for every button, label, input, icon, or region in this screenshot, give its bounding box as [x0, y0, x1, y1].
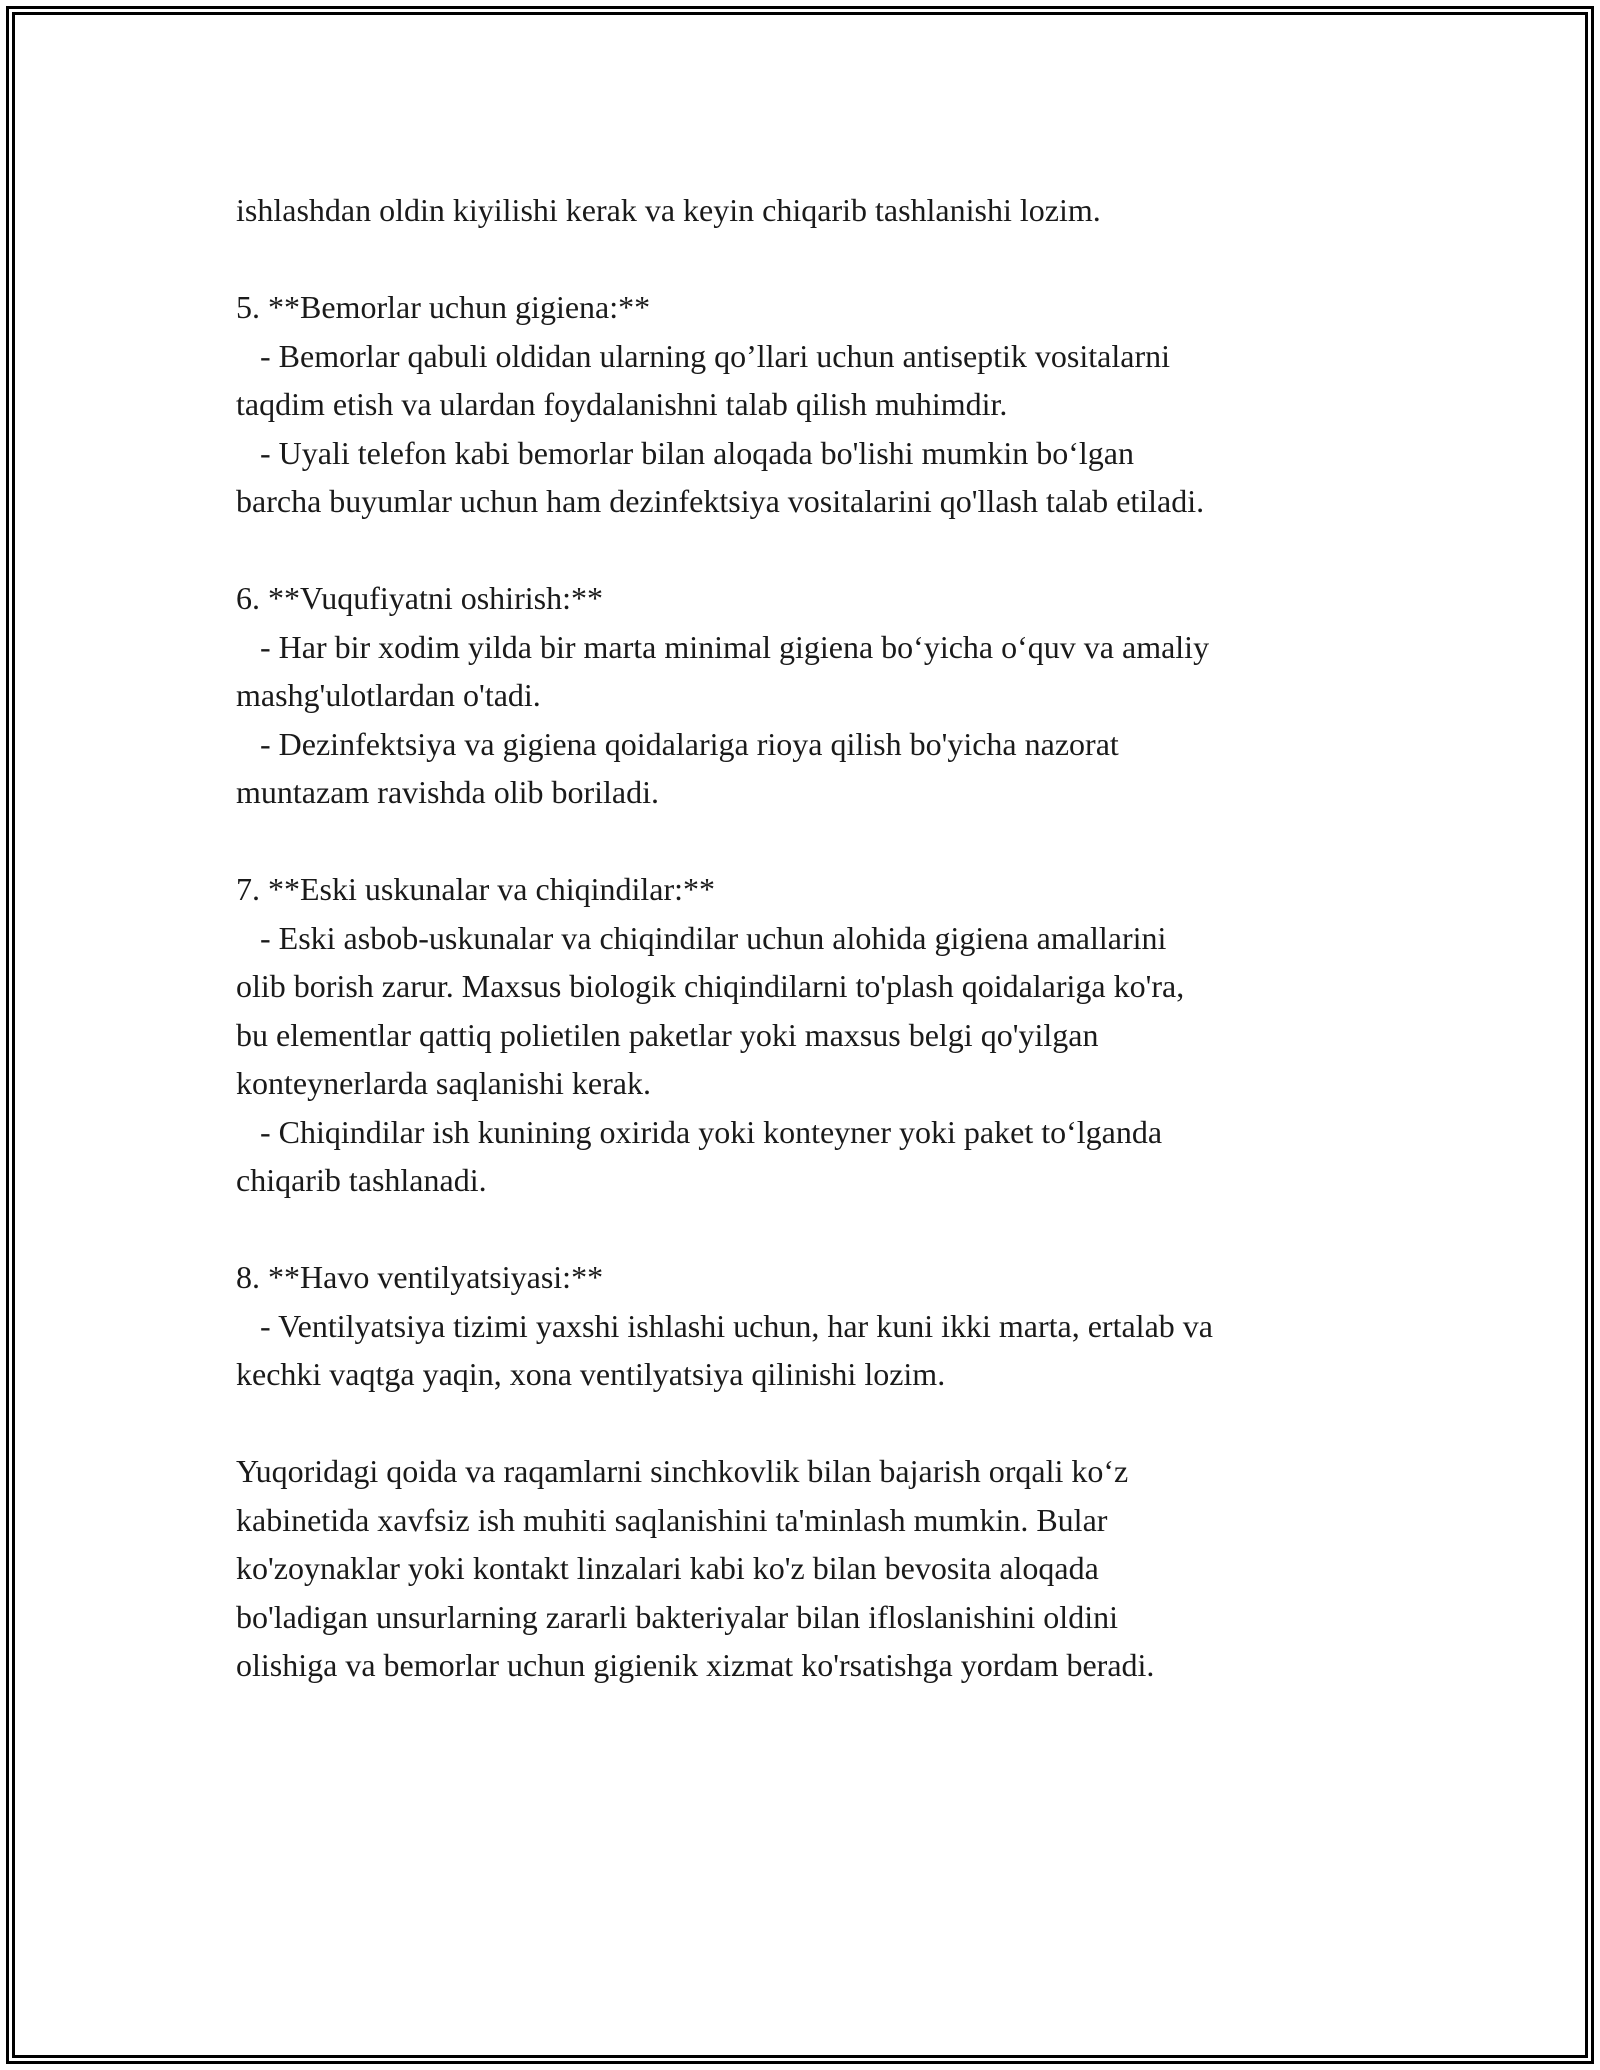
text-line: bu elementlar qattiq polietilen paketlar yoki maxsus belgi qo'yilgan [236, 1016, 1099, 1053]
section-5 [236, 283, 1396, 526]
text-line: muntazam ravishda olib boriladi. [236, 774, 659, 810]
text-line: - Chiqindilar ish kunining oxirida yoki konteyner yoki paket to‘lganda [236, 1113, 1163, 1150]
text-line: olib borish zarur. Maxsus biologik chiqindilarni to'plash qoidalariga ko'ra, [236, 968, 1185, 1004]
text-line: olishiga va bemorlar uchun gigienik xizmat ko'rsatishga yordam beradi. [236, 1647, 1155, 1683]
document-body [236, 186, 1396, 1690]
paragraph-gap [236, 817, 1396, 866]
text-line: - Ventilyatsiya tizimi yaxshi ishlashi uchun, har kuni ikki marta, ertalab va [236, 1307, 1213, 1344]
conclusion-paragraph [236, 1447, 1396, 1690]
text-line: kabinetida xavfsiz ish muhiti saqlanishini ta'minlash mumkin. Bular [236, 1501, 1108, 1538]
text-line: chiqarib tashlanadi. [236, 1162, 487, 1198]
paragraph-gap [236, 1399, 1396, 1448]
section-heading: 6. **Vuqufiyatni oshirish:** [236, 580, 603, 616]
section-heading: 5. **Bemorlar uchun gigiena:** [236, 289, 651, 325]
text-line: kechki vaqtga yaqin, xona ventilyatsiya qilinishi lozim. [236, 1356, 946, 1392]
text-line: bo'ladigan unsurlarning zararli bakteriyalar bilan ifloslanishini oldini [236, 1598, 1118, 1635]
paragraph-gap [236, 1205, 1396, 1254]
text-line: ishlashdan oldin kiyilishi kerak va keyin chiqarib tashlanishi lozim. [236, 192, 1101, 228]
text-line: - Eski asbob-uskunalar va chiqindilar uchun alohida gigiena amallarini [236, 919, 1167, 956]
paragraph-gap [236, 235, 1396, 284]
text-line: - Dezinfektsiya va gigiena qoidalariga rioya qilish bo'yicha nazorat [236, 725, 1119, 762]
paragraph-gap [236, 526, 1396, 575]
text-line: Yuqoridagi qoida va raqamlarni sinchkovlik bilan bajarish orqali ko‘z [236, 1453, 1129, 1489]
section-heading: 8. **Havo ventilyatsiyasi:** [236, 1259, 604, 1295]
section-8 [236, 1253, 1396, 1399]
text-line: taqdim etish va ulardan foydalanishni talab qilish muhimdir. [236, 386, 1008, 422]
text-line: konteynerlarda saqlanishi kerak. [236, 1065, 651, 1101]
section-7 [236, 865, 1396, 1205]
text-line: - Har bir xodim yilda bir marta minimal gigiena bo‘yicha o‘quv va amaliy [236, 628, 1210, 665]
section-heading: 7. **Eski uskunalar va chiqindilar:** [236, 871, 716, 907]
text-line: mashg'ulotlardan o'tadi. [236, 677, 541, 713]
text-line: - Bemorlar qabuli oldidan ularning qo’llari uchun antiseptik vositalarni [236, 337, 1170, 374]
text-line: - Uyali telefon kabi bemorlar bilan aloqada bo'lishi mumkin bo‘lgan [236, 434, 1134, 471]
text-line: ko'zoynaklar yoki kontakt linzalari kabi ko'z bilan bevosita aloqada [236, 1550, 1099, 1586]
section-6 [236, 574, 1396, 817]
text-line: barcha buyumlar uchun ham dezinfektsiya vositalarini qo'llash talab etiladi. [236, 483, 1205, 519]
intro-paragraph [236, 186, 1396, 235]
